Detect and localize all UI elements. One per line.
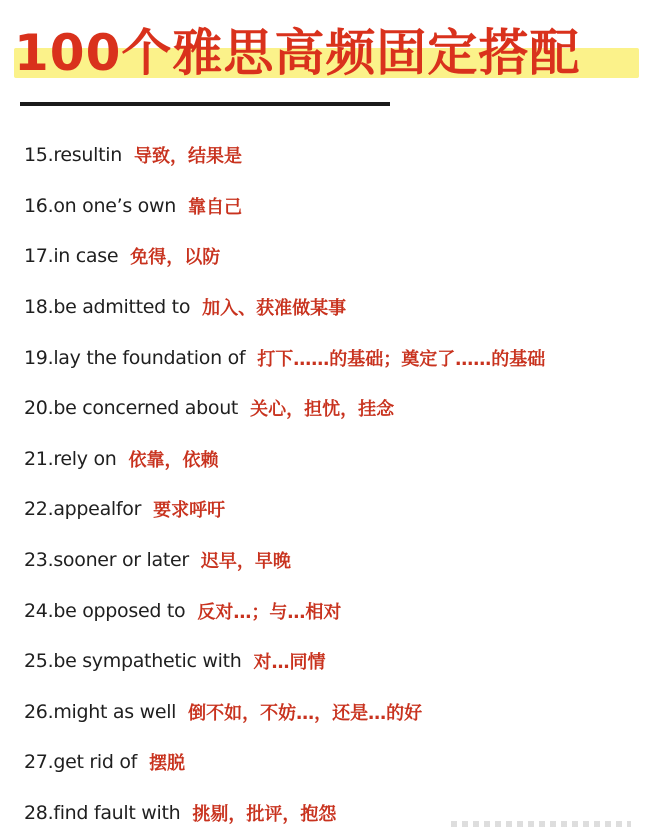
phrase-chinese: 关心，担忧，挂念 [250,399,395,421]
phrase-chinese: 反对…；与…相对 [197,601,342,623]
phrase-item [24,231,545,282]
phrase-english: 28.find fault with [24,802,181,825]
phrase-chinese: 导致，结果是 [134,146,242,168]
phrase-item [24,636,545,687]
phrase-chinese: 迟早，早晚 [200,551,291,573]
page-title: 100个雅思高频固定搭配 [14,24,581,82]
phrase-english: 27.get rid of [24,751,138,774]
phrase-english: 25.be sympathetic with [24,650,242,673]
divider-rule [20,102,390,106]
phrase-chinese: 对…同情 [253,652,326,674]
phrase-item [24,687,545,738]
phrase-chinese: 加入、获准做某事 [202,298,347,320]
phrase-item [24,383,545,434]
phrase-item [24,535,545,586]
phrase-chinese: 倒不如，不妨…，还是…的好 [188,702,423,724]
phrase-chinese: 依靠，依赖 [128,449,219,471]
phrase-chinese: 靠自己 [187,196,242,218]
title-block [10,22,641,82]
phrase-item [24,434,545,485]
phrase-item [24,484,545,535]
phrase-english: 18.be admitted to [24,296,191,319]
phrase-english: 23.sooner or later [24,549,189,572]
phrase-english: 15.resultin [24,144,122,167]
phrase-item [24,181,545,232]
phrase-chinese: 挑剔，批评，抱怨 [192,804,337,826]
watermark-mark [451,821,631,827]
phrase-item [24,585,545,636]
phrase-english: 21.rely on [24,447,117,470]
phrase-item [24,130,545,181]
phrase-english: 22.appealfor [24,498,142,521]
phrase-item [24,788,545,838]
phrase-english: 20.be concerned about [24,397,239,420]
phrase-english: 24.be opposed to [24,599,186,622]
phrase-english: 17.in case [24,245,119,268]
phrase-english: 19.lay the foundation of [24,346,246,369]
phrase-item [24,332,545,383]
phrase-item [24,737,545,788]
phrase-english: 16.on one’s own [24,194,176,217]
phrase-chinese: 摆脱 [149,753,186,775]
phrase-chinese: 免得，以防 [130,247,221,269]
phrase-item [24,282,545,333]
phrase-chinese: 打下……的基础；奠定了……的基础 [257,348,546,370]
phrase-list [24,130,545,838]
phrase-chinese: 要求呼吁 [153,500,226,522]
phrase-english: 26.might as well [24,700,177,723]
